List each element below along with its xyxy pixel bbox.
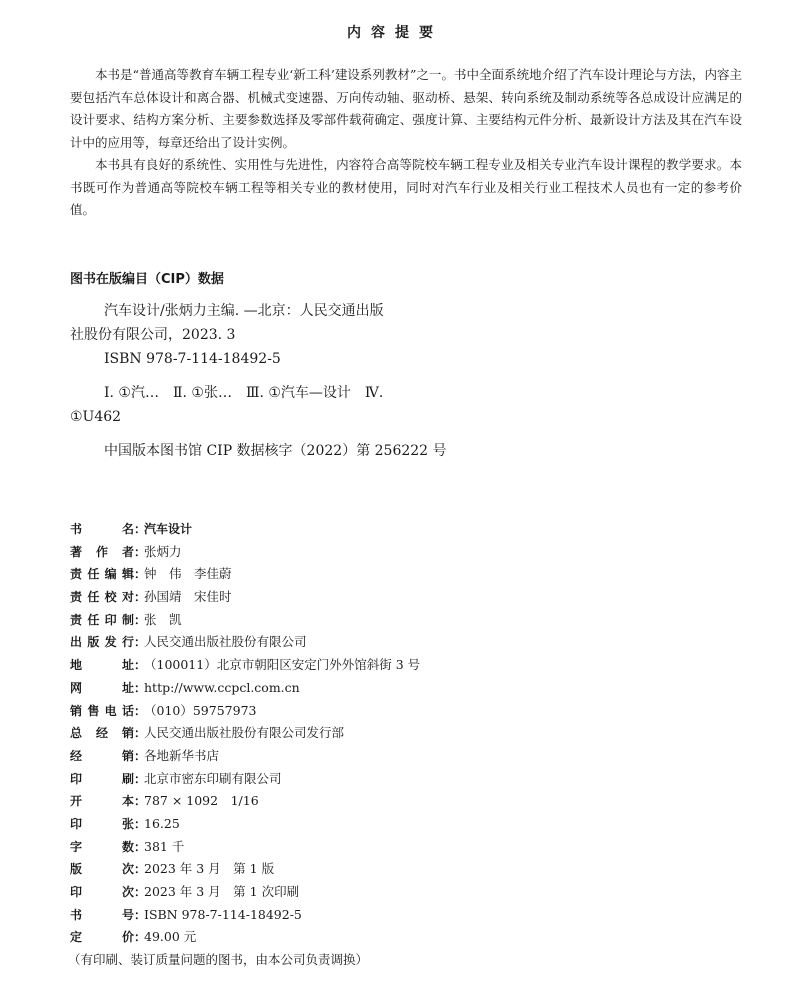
colophon-row	[70, 563, 420, 586]
colophon-label: 著作者	[70, 544, 134, 559]
cip-heading: 图书在版编目（CIP）数据	[70, 272, 224, 287]
summary-paragraph: 本书是“普通高等教育车辆工程专业‘新工科’建设系列教材”之一。书中全面系统地介绍了汽车设计理论与方法，内容主要包括汽车总体设计和离合器、机械式变速器、万向传动轴、驱动桥、悬架、转向系统及制动系统等各总成设计应满足的设计要求、结构方案分析、主要参数选择及零部件载荷确定、强度计算、主要结构元件分析、最新设计方法及其在汽车设计中的应用等，每章还给出了设计实例。	[70, 67, 742, 150]
colophon-row	[70, 768, 420, 791]
colophon-row	[70, 813, 420, 836]
colophon-colon: ：	[134, 567, 147, 582]
colophon-row	[70, 700, 420, 723]
colophon-colon: ：	[134, 703, 147, 718]
colophon-label: 经销	[70, 748, 134, 763]
colophon-colon: ：	[134, 748, 147, 763]
colophon-label: 责任印制	[70, 612, 134, 627]
colophon-label: 印次	[70, 885, 134, 899]
cip-classification	[70, 381, 510, 429]
colophon-row	[70, 586, 420, 609]
summary-paragraph: 本书具有良好的系统性、实用性与先进性，内容符合高等院校车辆工程专业及相关专业汽车设计课程的教学要求。本书既可作为普通高等院校车辆工程等相关专业的教材使用，同时对汽车行业及相关行业工程技术人员也有一定的参考价值。	[70, 157, 742, 217]
colophon-colon: ：	[134, 885, 147, 899]
colophon-value: http://www.ccpcl.com.cn	[144, 679, 300, 695]
cip-title-line: 汽车设计/张炳力主编. —北京：人民交通出版	[104, 303, 384, 319]
colophon-row	[70, 609, 420, 632]
colophon-row	[70, 790, 420, 813]
colophon-label: 印刷	[70, 771, 134, 786]
colophon-value: 人民交通出版社股份有限公司	[144, 634, 307, 650]
colophon-label: 出版发行	[70, 635, 134, 650]
colophon-row	[70, 722, 420, 745]
summary-section	[70, 64, 742, 222]
colophon-label: 总经销	[70, 726, 134, 741]
colophon-row	[70, 541, 420, 564]
colophon-value: 381 千	[144, 838, 185, 854]
colophon	[70, 518, 420, 971]
colophon-value: 16.25	[144, 815, 180, 831]
colophon-colon: ：	[134, 794, 147, 809]
colophon-colon: ：	[134, 816, 147, 831]
colophon-colon: ：	[134, 612, 147, 627]
colophon-colon: ：	[134, 635, 147, 650]
cip-class-line: Ⅰ. ①汽… Ⅱ. ①张… Ⅲ. ①汽车—设计 Ⅳ.	[104, 385, 384, 401]
colophon-row	[70, 858, 420, 881]
cip-record	[70, 299, 510, 463]
colophon-value: 人民交通出版社股份有限公司发行部	[144, 725, 345, 741]
colophon-row	[70, 654, 420, 677]
colophon-row	[70, 745, 420, 768]
colophon-row	[70, 677, 420, 700]
colophon-value: 2023 年 3 月 第 1 次印刷	[144, 884, 300, 899]
colophon-row	[70, 518, 420, 541]
colophon-value: 2023 年 3 月 第 1 版	[144, 861, 275, 877]
colophon-label: 责任编辑	[70, 567, 134, 582]
colophon-row	[70, 836, 420, 859]
colophon-colon: ：	[134, 590, 147, 605]
colophon-row	[70, 926, 420, 949]
colophon-label: 印张	[70, 816, 134, 831]
colophon-colon: ：	[134, 930, 147, 945]
colophon-colon: ：	[134, 658, 147, 673]
cip-class-line: ①U462	[70, 409, 122, 425]
colophon-label: 网址	[70, 680, 134, 695]
cip-isbn: ISBN 978-7-114-18492-5	[104, 351, 281, 367]
colophon-row	[70, 881, 420, 904]
colophon-value: 张炳力	[144, 543, 182, 559]
colophon-label: 地址	[70, 658, 134, 673]
colophon-label: 责任校对	[70, 590, 134, 605]
colophon-note: （有印刷、装订质量问题的图书，由本公司负责调换）	[68, 952, 369, 968]
colophon-colon: ：	[134, 522, 147, 536]
colophon-rows	[70, 518, 420, 949]
colophon-value: 49.00 元	[144, 929, 197, 945]
colophon-colon: ：	[134, 680, 147, 695]
colophon-value: 钟 伟 李佳蔚	[144, 566, 232, 582]
cip-publisher-line: 社股份有限公司，2023. 3	[70, 327, 236, 343]
colophon-colon: ：	[134, 839, 147, 854]
colophon-row	[70, 904, 420, 927]
colophon-colon: ：	[134, 907, 147, 922]
colophon-value: 北京市密东印刷有限公司	[144, 770, 282, 786]
colophon-colon: ：	[134, 726, 147, 741]
colophon-label: 定价	[70, 930, 134, 945]
summary-title: 内容提要	[347, 25, 443, 41]
colophon-colon: ：	[134, 771, 147, 786]
colophon-value: 孙国靖 宋佳时	[144, 589, 232, 605]
colophon-value: （100011）北京市朝阳区安定门外外馆斜街 3 号	[144, 657, 421, 673]
colophon-label: 书号	[70, 907, 134, 922]
colophon-value: 汽车设计	[144, 522, 193, 536]
colophon-value: 各地新华书店	[144, 747, 220, 763]
colophon-colon: ：	[134, 544, 147, 559]
colophon-label: 字数	[70, 839, 134, 854]
colophon-colon: ：	[134, 862, 147, 877]
colophon-value: 张 凯	[144, 611, 182, 627]
colophon-value: ISBN 978-7-114-18492-5	[144, 906, 302, 922]
cip-section	[70, 268, 510, 463]
cip-check-number: 中国版本图书馆 CIP 数据核字（2022）第 256222 号	[104, 443, 447, 459]
colophon-label: 版次	[70, 862, 134, 877]
colophon-value: （010）59757973	[144, 702, 257, 718]
colophon-label: 销售电话	[70, 703, 134, 718]
colophon-row	[70, 631, 420, 654]
colophon-value: 787 × 1092 1/16	[144, 793, 259, 809]
colophon-label: 开本	[70, 794, 134, 809]
colophon-label: 书名	[70, 522, 134, 536]
